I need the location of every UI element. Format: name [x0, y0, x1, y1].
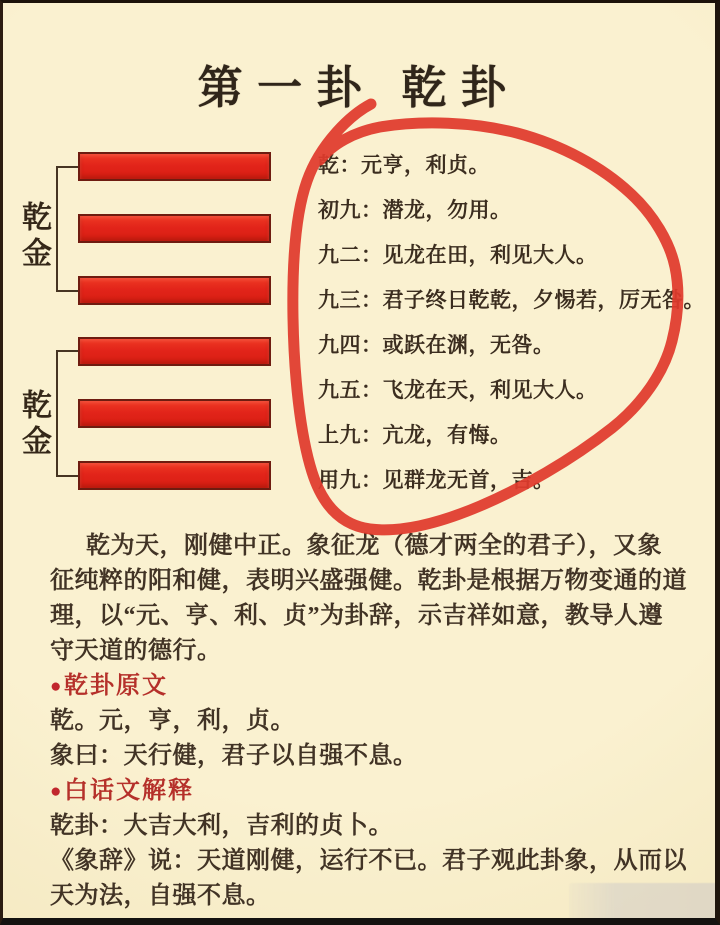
section-line: 天为法，自强不息。 [50, 883, 271, 909]
oracle-line: 九四：或跃在渊，无咎。 [318, 333, 555, 357]
summary-line: 乾为天，刚健中正。象征龙（德才两全的君子），又象 [86, 533, 662, 559]
oracle-line: 九二：见龙在田，利见大人。 [318, 243, 598, 267]
section-heading-vernacular [50, 774, 690, 809]
oracle-line: 九三：君子终日乾乾，夕惕若，厉无咎。 [318, 288, 705, 312]
hexagram-line-3 [78, 337, 271, 366]
summary-line: 守天道的德行。 [50, 638, 222, 664]
section-line: 《象辞》说：天道刚健，运行不已。君子观此卦象，从而以 [50, 848, 687, 874]
blur-patch [569, 883, 719, 920]
upper-trigram-bracket [56, 166, 78, 292]
summary-line: 理，以“元、亨、利、贞”为卦辞，示吉祥如意，教导人遵 [50, 603, 663, 629]
oracle-line: 用九：见群龙无首，吉。 [318, 468, 555, 492]
section-heading-label: 乾卦原文 [63, 673, 168, 699]
hexagram-line-1 [78, 461, 271, 490]
lower-trigram-bracket [56, 350, 78, 477]
section-heading-original-text [50, 669, 690, 704]
oracle-line: 初九：潜龙，勿用。 [318, 198, 512, 222]
upper-trigram-label: 乾金 [17, 201, 50, 273]
oracle-line: 乾：元亨，利贞。 [318, 153, 490, 177]
oracle-lines-block [318, 143, 718, 503]
section-line: 象曰：天行健，君子以自强不息。 [50, 743, 418, 769]
hexagram-line-5 [78, 214, 271, 243]
bullet-icon: ● [50, 781, 62, 802]
lower-trigram-label: 乾金 [17, 389, 50, 461]
summary-line: 征纯粹的阳和健，表明兴盛强健。乾卦是根据万物变通的道 [50, 568, 687, 594]
hexagram-line-2 [78, 399, 271, 428]
page-title: 第一卦 乾卦 [197, 63, 521, 113]
body-text-block [50, 529, 690, 914]
section-line: 乾卦：大吉大利，吉利的贞卜。 [50, 813, 393, 839]
bullet-icon: ● [50, 676, 62, 697]
hexagram-line-4 [78, 276, 271, 305]
section-line: 乾。元，亨，利，贞。 [50, 708, 295, 734]
oracle-line: 九五：飞龙在天，利见大人。 [318, 378, 598, 402]
oracle-line: 上九：亢龙，有悔。 [318, 423, 512, 447]
section-heading-label: 白话文解释 [63, 778, 194, 804]
hexagram-line-6 [78, 152, 271, 181]
